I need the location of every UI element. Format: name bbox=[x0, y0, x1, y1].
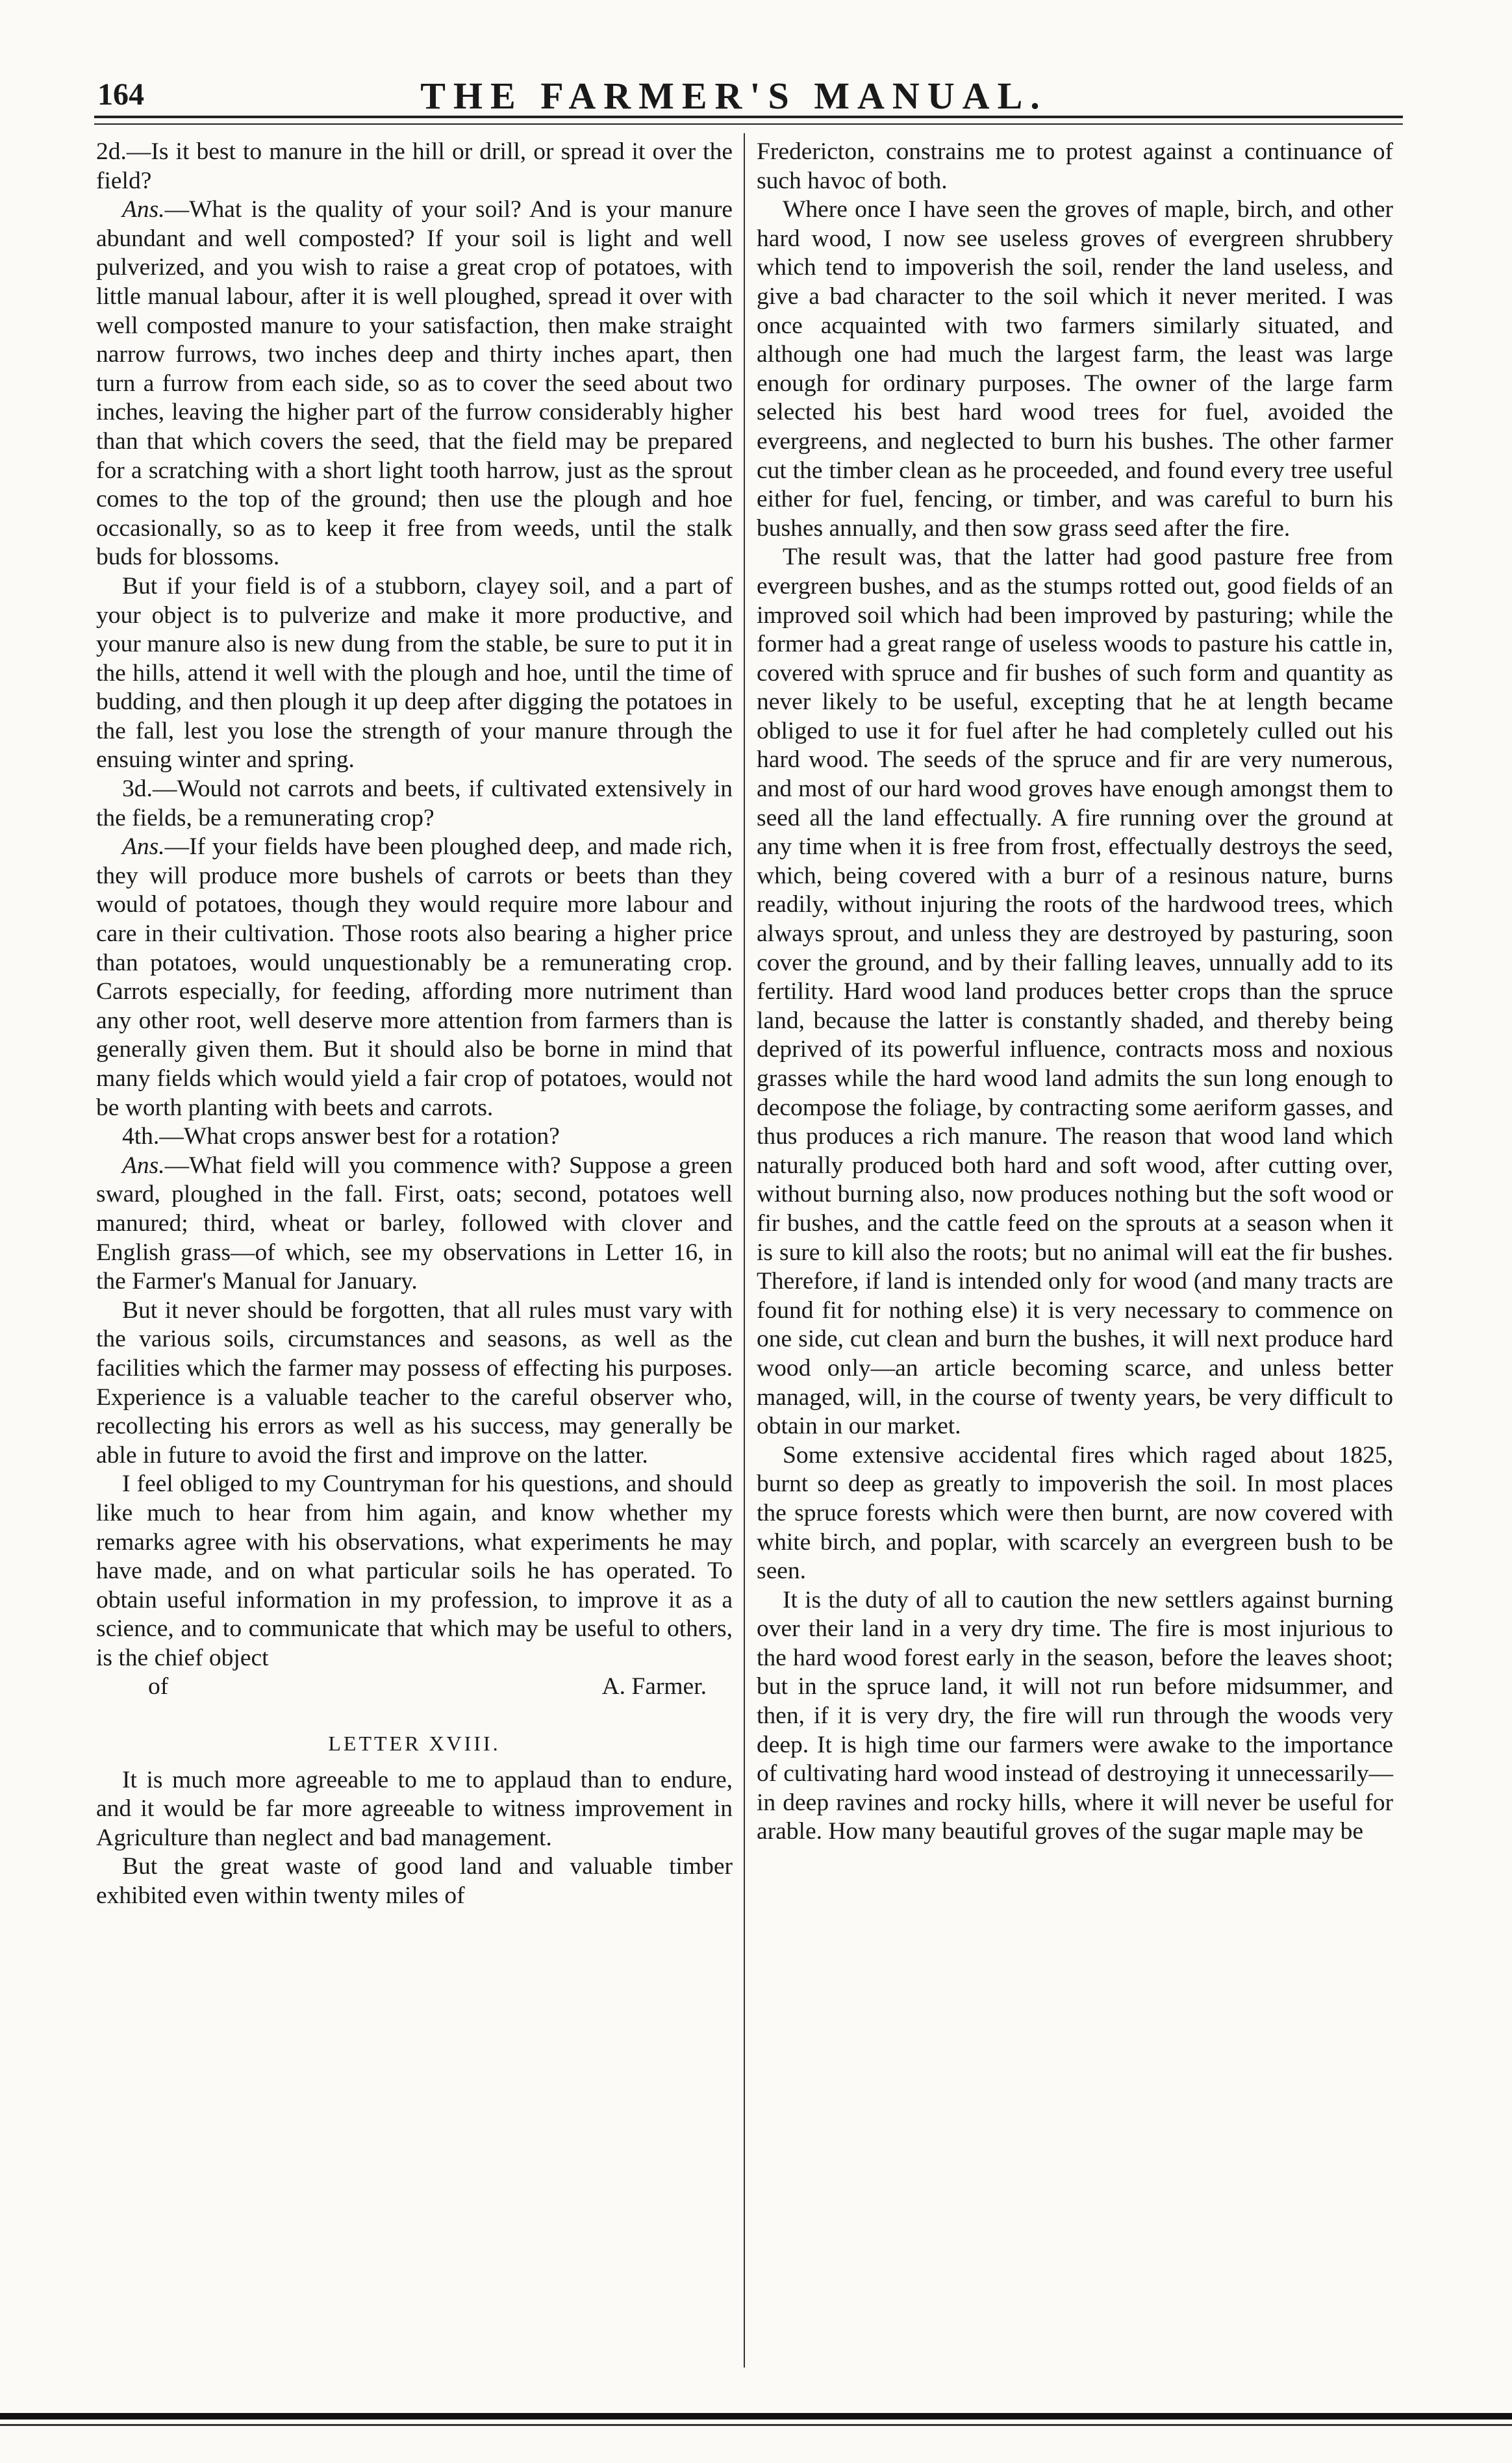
header-rule-thin bbox=[94, 123, 1403, 125]
paragraph: Ans.—What field will you commence with? Suppose a green sward, ploughed in the fall. First, oats; second, potatoes well manured; third, wheat or barley, followed with clover and English grass—of which, see my observations in Letter 16, in the Farmer's Manual for January. bbox=[96, 1152, 733, 1295]
paragraph: Where once I have seen the groves of maple, birch, and other hard wood, I now see useless groves of evergreen shrubbery which tend to impoverish the soil, render the land useless, and give a bad character to the soil which it never merited. I was once acquainted with two farmers similarly situated, and although one had much the largest farm, the least was large enough for ordinary purposes. The owner of the large farm selected his best hard wood trees for fuel, avoided the evergreens, and neglected to burn his bushes. The other farmer cut the timber clean as he proceeded, and found every tree useful either for fuel, fencing, or timber, and was careful to burn his bushes annually, and then sow grass seed after the fire. bbox=[757, 196, 1393, 542]
paragraph: Ans.—What is the quality of your soil? And is your manure abundant and well composted? If your soil is light and well pulverized, and you wish to raise a great crop of potatoes, with little manual labour, after it is well ploughed, spread it over with well composted manure to your satisfaction, then make straight narrow furrows, two inches deep and thirty inches apart, then turn a furrow from each side, so as to cover the seed about two inches, leaving the higher part of the furrow considerably higher than that which covers the seed, that the field may be prepared for a scratching with a short light tooth harrow, just as the sprout comes to the top of the ground; then use the plough and hoe occasionally, so as to keep it free from weeds, until the stalk buds for blossoms. bbox=[96, 196, 733, 571]
paragraph: Ans.—If your fields have been ploughed deep, and made rich, they will produce more bushels of carrots or beets than they would of potatoes, though they would require more labour and care in their cultivation. Those roots also bearing a higher price than potatoes, would unquestionably be a remunerating crop. Carrots especially, for feeding, affording more nutriment than any other root, well deserve more attention from farmers than is generally given them. But it should also be borne in mind that many fields which would yield a fair crop of potatoes, would not be worth planting with beets and carrots. bbox=[96, 833, 733, 1121]
page-header bbox=[84, 65, 1383, 123]
column-divider bbox=[744, 133, 745, 2368]
paragraph: But the great waste of good land and valuable timber exhibited even within twenty miles of bbox=[96, 1853, 733, 1910]
page-number: 164 bbox=[97, 77, 144, 112]
paragraph: But it never should be forgotten, that all rules must vary with the various soils, circumstances and seasons, as well as the facilities which the farmer may possess of effecting his purposes. Experience is a valuable teacher to the careful observer who, recollecting his errors as well as his success, may generally be able in future to avoid the first and improve on the latter. bbox=[96, 1296, 733, 1469]
letter-heading: LETTER XVIII. bbox=[328, 1732, 501, 1756]
paragraph: 2d.—Is it best to manure in the hill or drill, or spread it over the field? bbox=[96, 138, 733, 194]
signature bbox=[96, 1673, 733, 1702]
header-rule bbox=[94, 116, 1403, 118]
paragraph: It is much more agreeable to me to applaud than to endure, and it would be far more agreeable to witness improvement in Agriculture than neglect and bad management. bbox=[96, 1766, 733, 1851]
paragraph: 3d.—Would not carrots and beets, if cultivated extensively in the fields, be a remunerating crop? bbox=[96, 776, 733, 831]
paragraph: Fredericton, constrains me to protest against a continuance of such havoc of both. bbox=[757, 138, 1393, 194]
paragraph: 4th.—What crops answer best for a rotation? bbox=[122, 1123, 560, 1150]
footer-rule bbox=[0, 2413, 1512, 2419]
right-column bbox=[757, 138, 1393, 1847]
left-column bbox=[96, 138, 733, 1911]
footer-rule-thin bbox=[0, 2424, 1512, 2426]
paragraph: It is the duty of all to caution the new settlers against burning over their land in a very dry time. The fire is most injurious to the hard wood forest early in the season, before the leaves shoot; but in the spruce land, it will not run before midsummer, and then, if it is very dry, the fire will run through the woods very deep. It is high time our farmers were awake to the importance of cultivating hard wood instead of destroying it unnecessarily—in deep ravines and rocky hills, where it will never be useful for arable. How many beautiful groves of the sugar maple may be bbox=[757, 1586, 1393, 1845]
paragraph: The result was, that the latter had good pasture free from evergreen bushes, and as the stumps rotted out, good fields of an improved soil which had been improved by pasturing; while the former had a great range of useless woods to pasture his cattle in, covered with spruce and fir bushes of such form and quantity as never likely to be useful, excepting that he at length became obliged to use it for fuel after he had completely culled out his hard wood. The seeds of the spruce and fir are very numerous, and most of our hard wood groves have enough amongst them to seed all the land effectually. A fire running over the ground at any time when it is free from frost, effectually destroys the seed, which, being covered with a burr of a resinous nature, burns readily, without injuring the roots of the hardwood trees, which always sprout, and unless they are destroyed by pasturing, soon cover the ground, and by their falling leaves, unnually add to its fertility. Hard wood land produces better crops than the spruce land, because the latter is constantly shaded, and thereby being deprived of its powerful influence, contracts moss and noxious grasses while the hard wood land admits the sun long enough to decompose the foliage, by contracting some aeriform gasses, and thus produces a rich manure. The reason that wood land which naturally produced both hard and soft wood, after cutting over, without burning also, now produces nothing but the soft wood or fir bushes, and the cattle feed on the sprouts at a season when it is sure to kill also the roots; but no animal will eat the fir bushes. Therefore, if land is intended only for wood (and many tracts are found fit for nothing else) it is very necessary to commence on one side, cut clean and burn the bushes, it will next produce hard wood only—an article becoming scarce, and unless better managed, will, in the course of twenty years, be very difficult to obtain in our market. bbox=[757, 544, 1393, 1440]
running-title: THE FARMER'S MANUAL. bbox=[420, 75, 1048, 117]
signature-of: of bbox=[148, 1673, 169, 1700]
signature-name: A. Farmer. bbox=[601, 1673, 707, 1700]
paragraph: Some extensive accidental fires which raged about 1825, burnt so deep as greatly to impoverish the soil. In most places the spruce forests which were then burnt, are now covered with white birch, and poplar, with scarcely an evergreen bush to be seen. bbox=[757, 1441, 1393, 1585]
paragraph: I feel obliged to my Countryman for his questions, and should like much to hear from him again, and know whether my remarks agree with his observations, what experiments he may have made, and on what particular soils he has operated. To obtain useful information in my profession, to improve it as a science, and to communicate that which may be useful to others, is the chief object bbox=[96, 1471, 733, 1671]
paragraph: But if your field is of a stubborn, clayey soil, and a part of your object is to pulverize and make it more productive, and your manure also is new dung from the stable, be sure to put it in the hills, attend it well with the plough and hoe, until the time of budding, and then plough it up deep after digging the potatoes in the fall, lest you lose the strength of your manure through the ensuing winter and spring. bbox=[96, 572, 733, 774]
